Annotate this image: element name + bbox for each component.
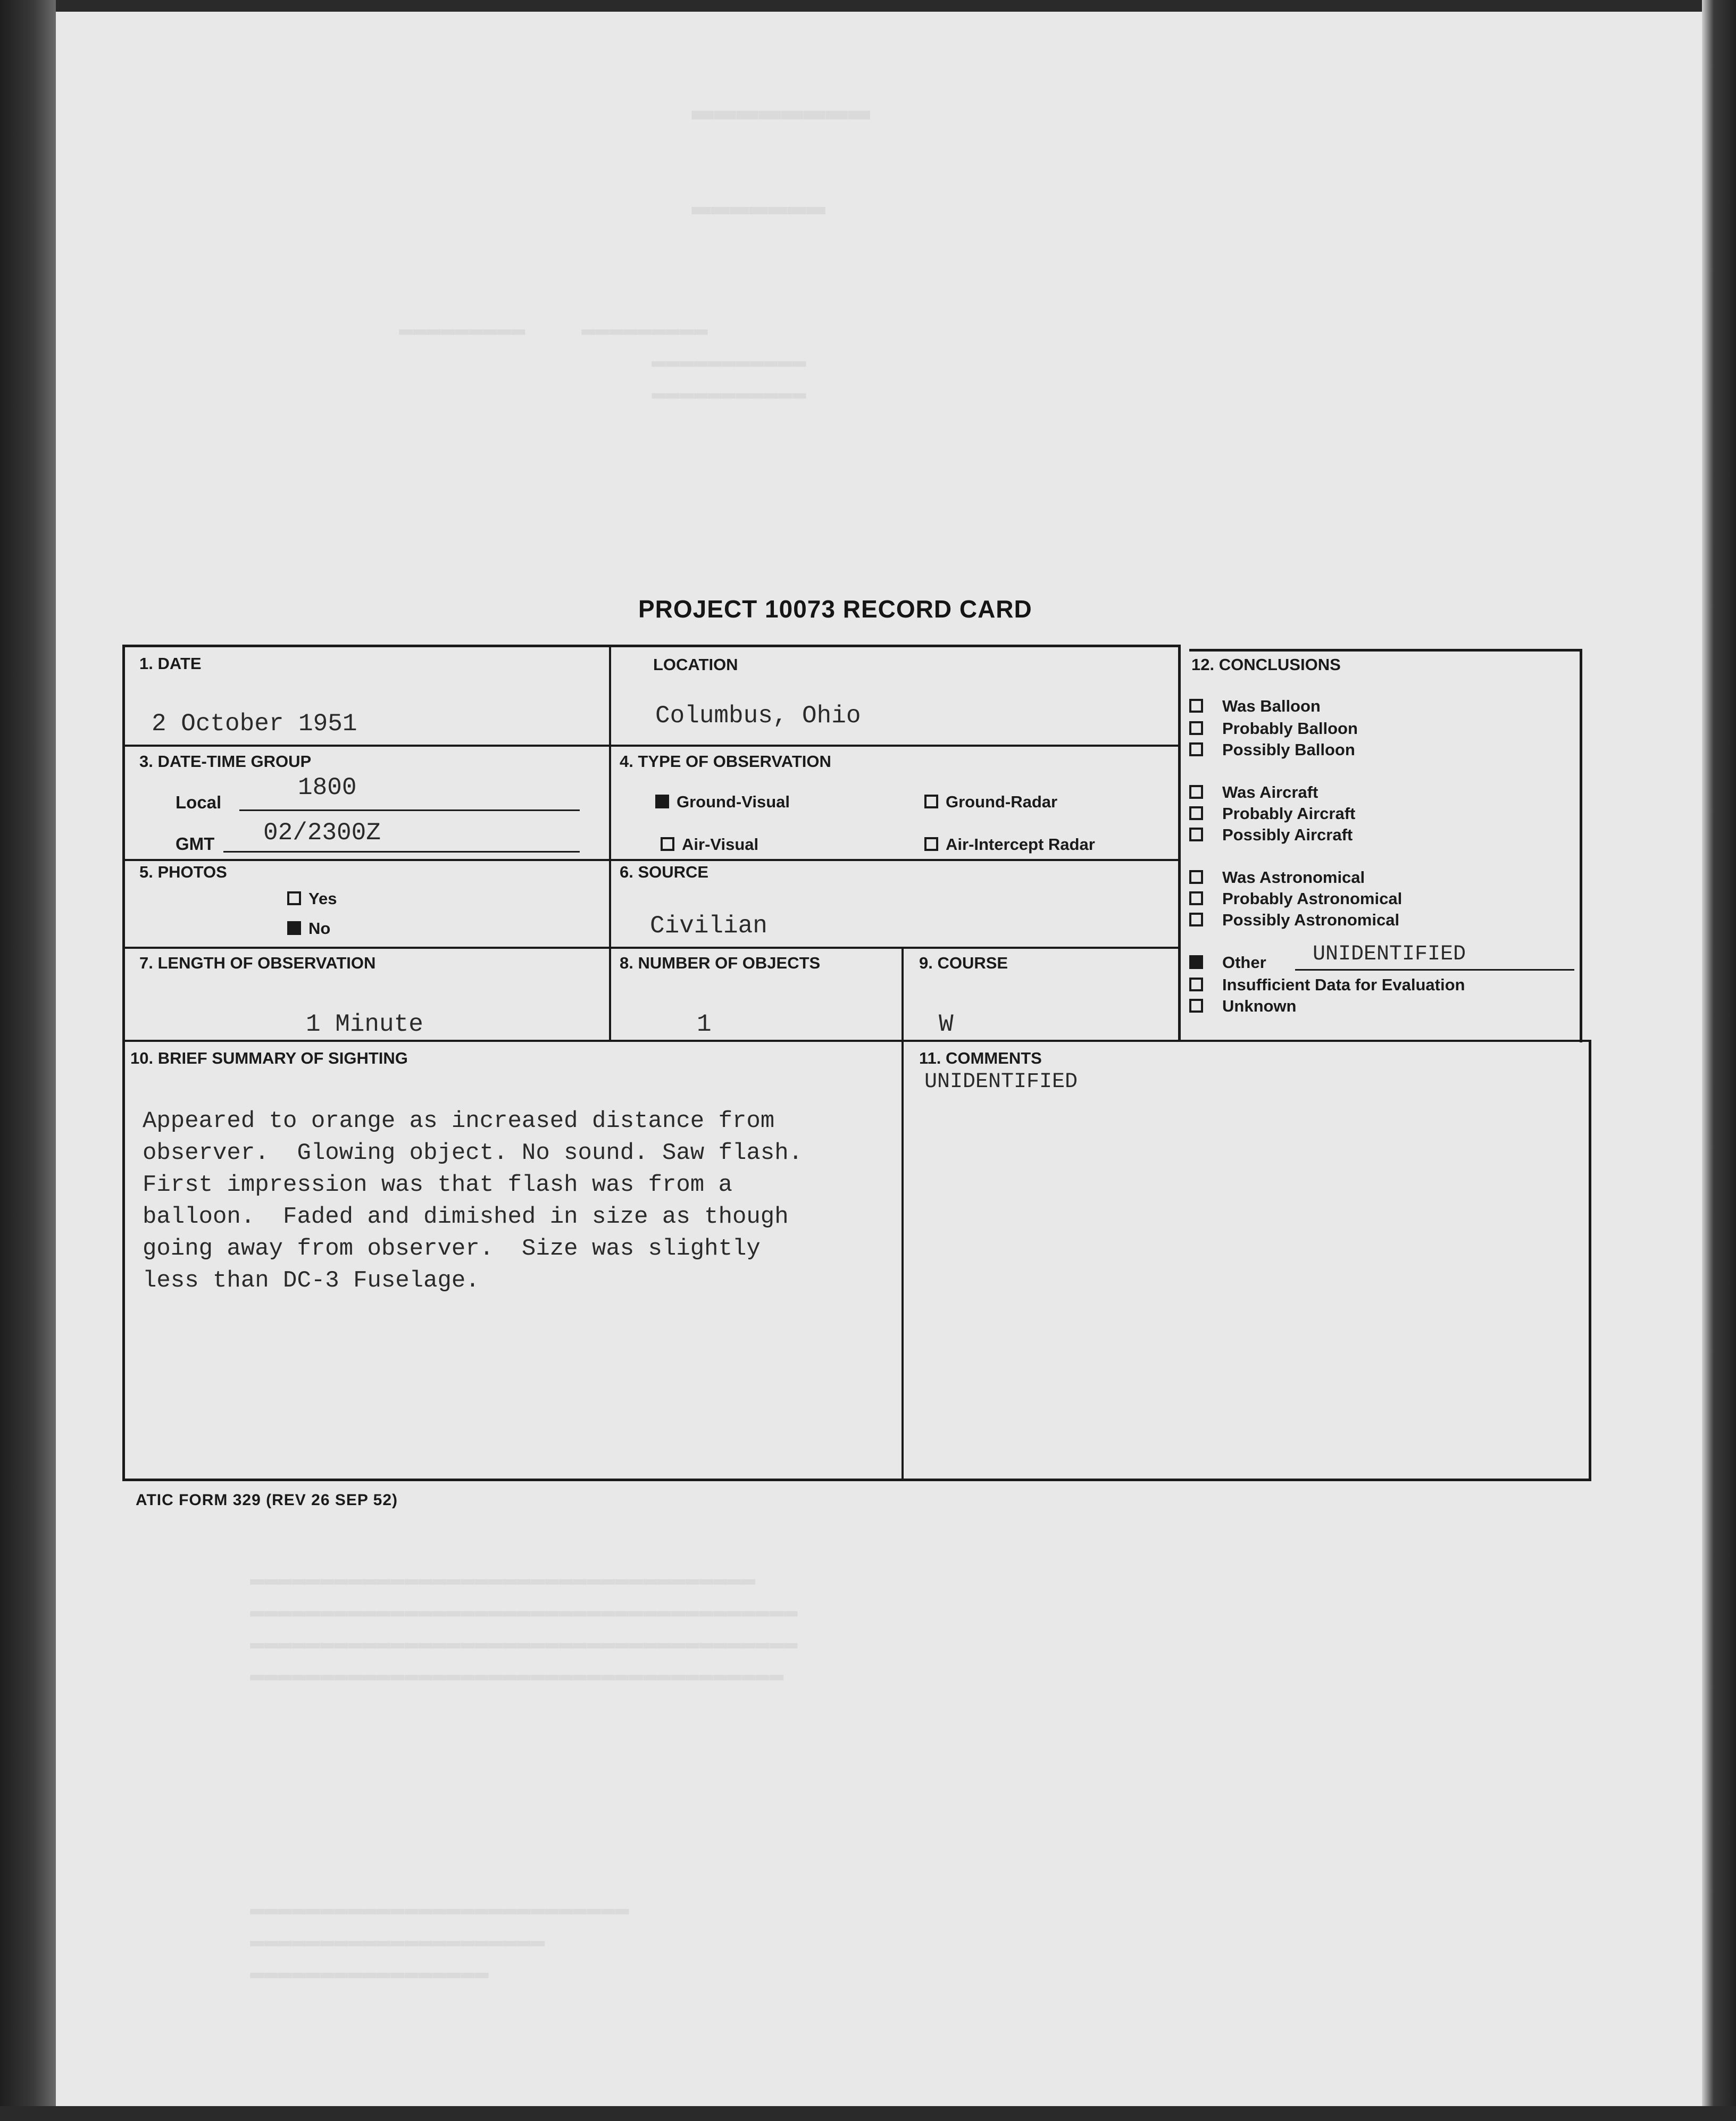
conclusion-was-aircraft[interactable]: Was Aircraft [1189, 782, 1318, 803]
photos-label: 5. PHOTOS [139, 863, 227, 881]
summary-line: going away from observer. Size was slightly [143, 1235, 761, 1262]
divider-row-2 [125, 859, 1178, 861]
summary-text [143, 1073, 803, 1329]
checkbox-icon[interactable] [661, 837, 674, 851]
conclusion-other-underline [1295, 969, 1574, 971]
card-border-right [1589, 1040, 1591, 1481]
checkbox-icon[interactable] [1189, 806, 1203, 820]
summary-line: less than DC-3 Fuselage. [143, 1267, 480, 1294]
conclusion-insufficient-data[interactable]: Insufficient Data for Evaluation [1189, 974, 1465, 996]
gmt-label: GMT [176, 834, 215, 854]
option-air-intercept-radar[interactable]: Air-Intercept Radar [924, 835, 1095, 854]
course-label: 9. COURSE [919, 954, 1008, 972]
option-photos-no[interactable]: No [287, 919, 330, 938]
divider-col-conclusions [1178, 645, 1181, 1041]
form-number: ATIC FORM 329 (REV 26 SEP 52) [136, 1491, 398, 1509]
divider-row-4 [125, 1040, 1590, 1042]
conclusion-possibly-aircraft[interactable]: Possibly Aircraft [1189, 824, 1353, 846]
conclusion-other-value: UNIDENTIFIED [1313, 942, 1466, 966]
conclusion-possibly-balloon[interactable]: Possibly Balloon [1189, 739, 1355, 761]
checkbox-icon[interactable] [924, 795, 938, 808]
comments-value: UNIDENTIFIED [924, 1070, 1078, 1094]
source-value: Civilian [650, 912, 767, 940]
scan-border-bottom [0, 2106, 1736, 2121]
checkbox-icon[interactable] [1189, 955, 1203, 969]
scan-border-left [0, 0, 56, 2121]
date-label: 1. DATE [139, 654, 202, 673]
bleed-through-block-3: ▬▬▬▬▬▬▬▬▬▬▬▬▬▬▬▬▬▬▬▬▬▬▬▬▬▬▬ ▬▬▬▬▬▬▬▬▬▬▬▬▬▬▬▬▬▬▬▬▬ ▬▬▬▬▬▬▬▬▬▬▬▬▬▬▬▬▬ [250, 1896, 629, 1986]
conclusion-other[interactable]: Other [1189, 952, 1266, 973]
location-label: LOCATION [653, 655, 738, 674]
card-border-left [122, 645, 125, 1481]
comments-label: 11. COMMENTS [919, 1049, 1042, 1067]
summary-label: 10. BRIEF SUMMARY OF SIGHTING [130, 1049, 408, 1067]
location-value: Columbus, Ohio [655, 702, 861, 730]
checkbox-icon[interactable] [924, 837, 938, 851]
local-time-label: Local [176, 792, 222, 812]
checkbox-icon[interactable] [1189, 828, 1203, 841]
conclusions-border-top [1189, 649, 1582, 652]
divider-summary-comments [902, 947, 904, 1480]
type-of-observation-label: 4. TYPE OF OBSERVATION [620, 752, 831, 771]
conclusion-probably-astronomical[interactable]: Probably Astronomical [1189, 888, 1402, 909]
divider-row-3 [125, 947, 1178, 949]
option-ground-visual[interactable]: Ground-Visual [655, 792, 790, 812]
card-title: PROJECT 10073 RECORD CARD [638, 595, 1032, 623]
checkbox-icon[interactable] [1189, 699, 1203, 713]
option-air-visual[interactable]: Air-Visual [661, 835, 758, 854]
card-border-bottom [122, 1479, 1591, 1481]
option-ground-radar[interactable]: Ground-Radar [924, 792, 1057, 812]
number-of-objects-value: 1 [697, 1011, 712, 1038]
checkbox-icon[interactable] [1189, 785, 1203, 799]
local-time-underline [239, 809, 580, 811]
summary-line: First impression was that flash was from a [143, 1172, 732, 1198]
conclusion-was-astronomical[interactable]: Was Astronomical [1189, 867, 1365, 888]
course-value: W [939, 1011, 954, 1038]
number-of-objects-label: 8. NUMBER OF OBJECTS [620, 954, 821, 972]
checkbox-icon[interactable] [655, 795, 669, 808]
length-of-observation-label: 7. LENGTH OF OBSERVATION [139, 954, 376, 972]
summary-line: Appeared to orange as increased distance from [143, 1108, 775, 1134]
bleed-through-header: ▬▬▬▬▬▬▬▬ [691, 90, 871, 132]
date-time-group-label: 3. DATE-TIME GROUP [139, 752, 312, 771]
checkbox-icon[interactable] [287, 921, 301, 935]
conclusion-possibly-astronomical[interactable]: Possibly Astronomical [1189, 909, 1399, 931]
date-value: 2 October 1951 [152, 710, 357, 738]
conclusion-was-balloon[interactable]: Was Balloon [1189, 696, 1321, 717]
local-time-value: 1800 [298, 774, 357, 801]
checkbox-icon[interactable] [1189, 913, 1203, 926]
scan-border-right [1702, 0, 1736, 2121]
card-border-top [125, 645, 1181, 647]
gmt-value: 02/2300Z [263, 819, 381, 847]
bleed-through-block-2: ▬▬▬▬▬▬▬▬▬▬▬▬▬▬▬▬▬▬▬▬▬▬▬▬▬▬▬▬▬▬▬▬▬▬▬▬ ▬▬▬▬▬▬▬▬▬▬▬▬▬▬▬▬▬▬▬▬▬▬▬▬▬▬▬▬▬▬▬▬▬▬▬▬▬▬▬ ▬▬▬▬▬▬▬▬▬▬▬▬▬▬▬▬▬▬▬▬▬▬▬▬▬▬▬▬▬▬▬▬▬▬▬▬▬▬▬ ▬▬▬▬▬▬▬▬▬▬▬▬▬▬▬▬▬▬▬▬▬▬▬▬▬▬▬▬▬▬▬▬▬▬▬▬▬▬ [250, 1566, 798, 1689]
checkbox-icon[interactable] [1189, 721, 1203, 735]
bleed-through-block-1: ▬▬▬▬▬▬▬▬▬ ▬▬▬▬▬▬▬▬▬ ▬▬▬▬▬▬▬▬▬▬▬ ▬▬▬▬▬▬▬▬▬▬▬ [399, 316, 806, 407]
conclusion-probably-balloon[interactable]: Probably Balloon [1189, 718, 1358, 739]
checkbox-icon[interactable] [1189, 978, 1203, 991]
divider-row-1 [125, 745, 1178, 747]
scan-border-top [0, 0, 1736, 12]
source-label: 6. SOURCE [620, 863, 709, 881]
conclusions-border-right [1580, 649, 1582, 1042]
option-photos-yes[interactable]: Yes [287, 889, 337, 908]
conclusions-label: 12. CONCLUSIONS [1191, 655, 1341, 674]
checkbox-icon[interactable] [1189, 742, 1203, 756]
checkbox-icon[interactable] [1189, 999, 1203, 1013]
checkbox-icon[interactable] [1189, 891, 1203, 905]
conclusion-probably-aircraft[interactable]: Probably Aircraft [1189, 803, 1355, 824]
summary-line: observer. Glowing object. No sound. Saw flash. [143, 1140, 803, 1166]
gmt-underline [223, 851, 580, 853]
bleed-through-subheader: ▬▬▬▬▬▬▬ [691, 189, 826, 226]
summary-line: balloon. Faded and dimished in size as though [143, 1204, 789, 1230]
divider-col-1 [609, 645, 611, 1041]
length-of-observation-value: 1 Minute [306, 1011, 423, 1038]
checkbox-icon[interactable] [287, 891, 301, 905]
conclusion-unknown[interactable]: Unknown [1189, 996, 1297, 1017]
checkbox-icon[interactable] [1189, 870, 1203, 884]
